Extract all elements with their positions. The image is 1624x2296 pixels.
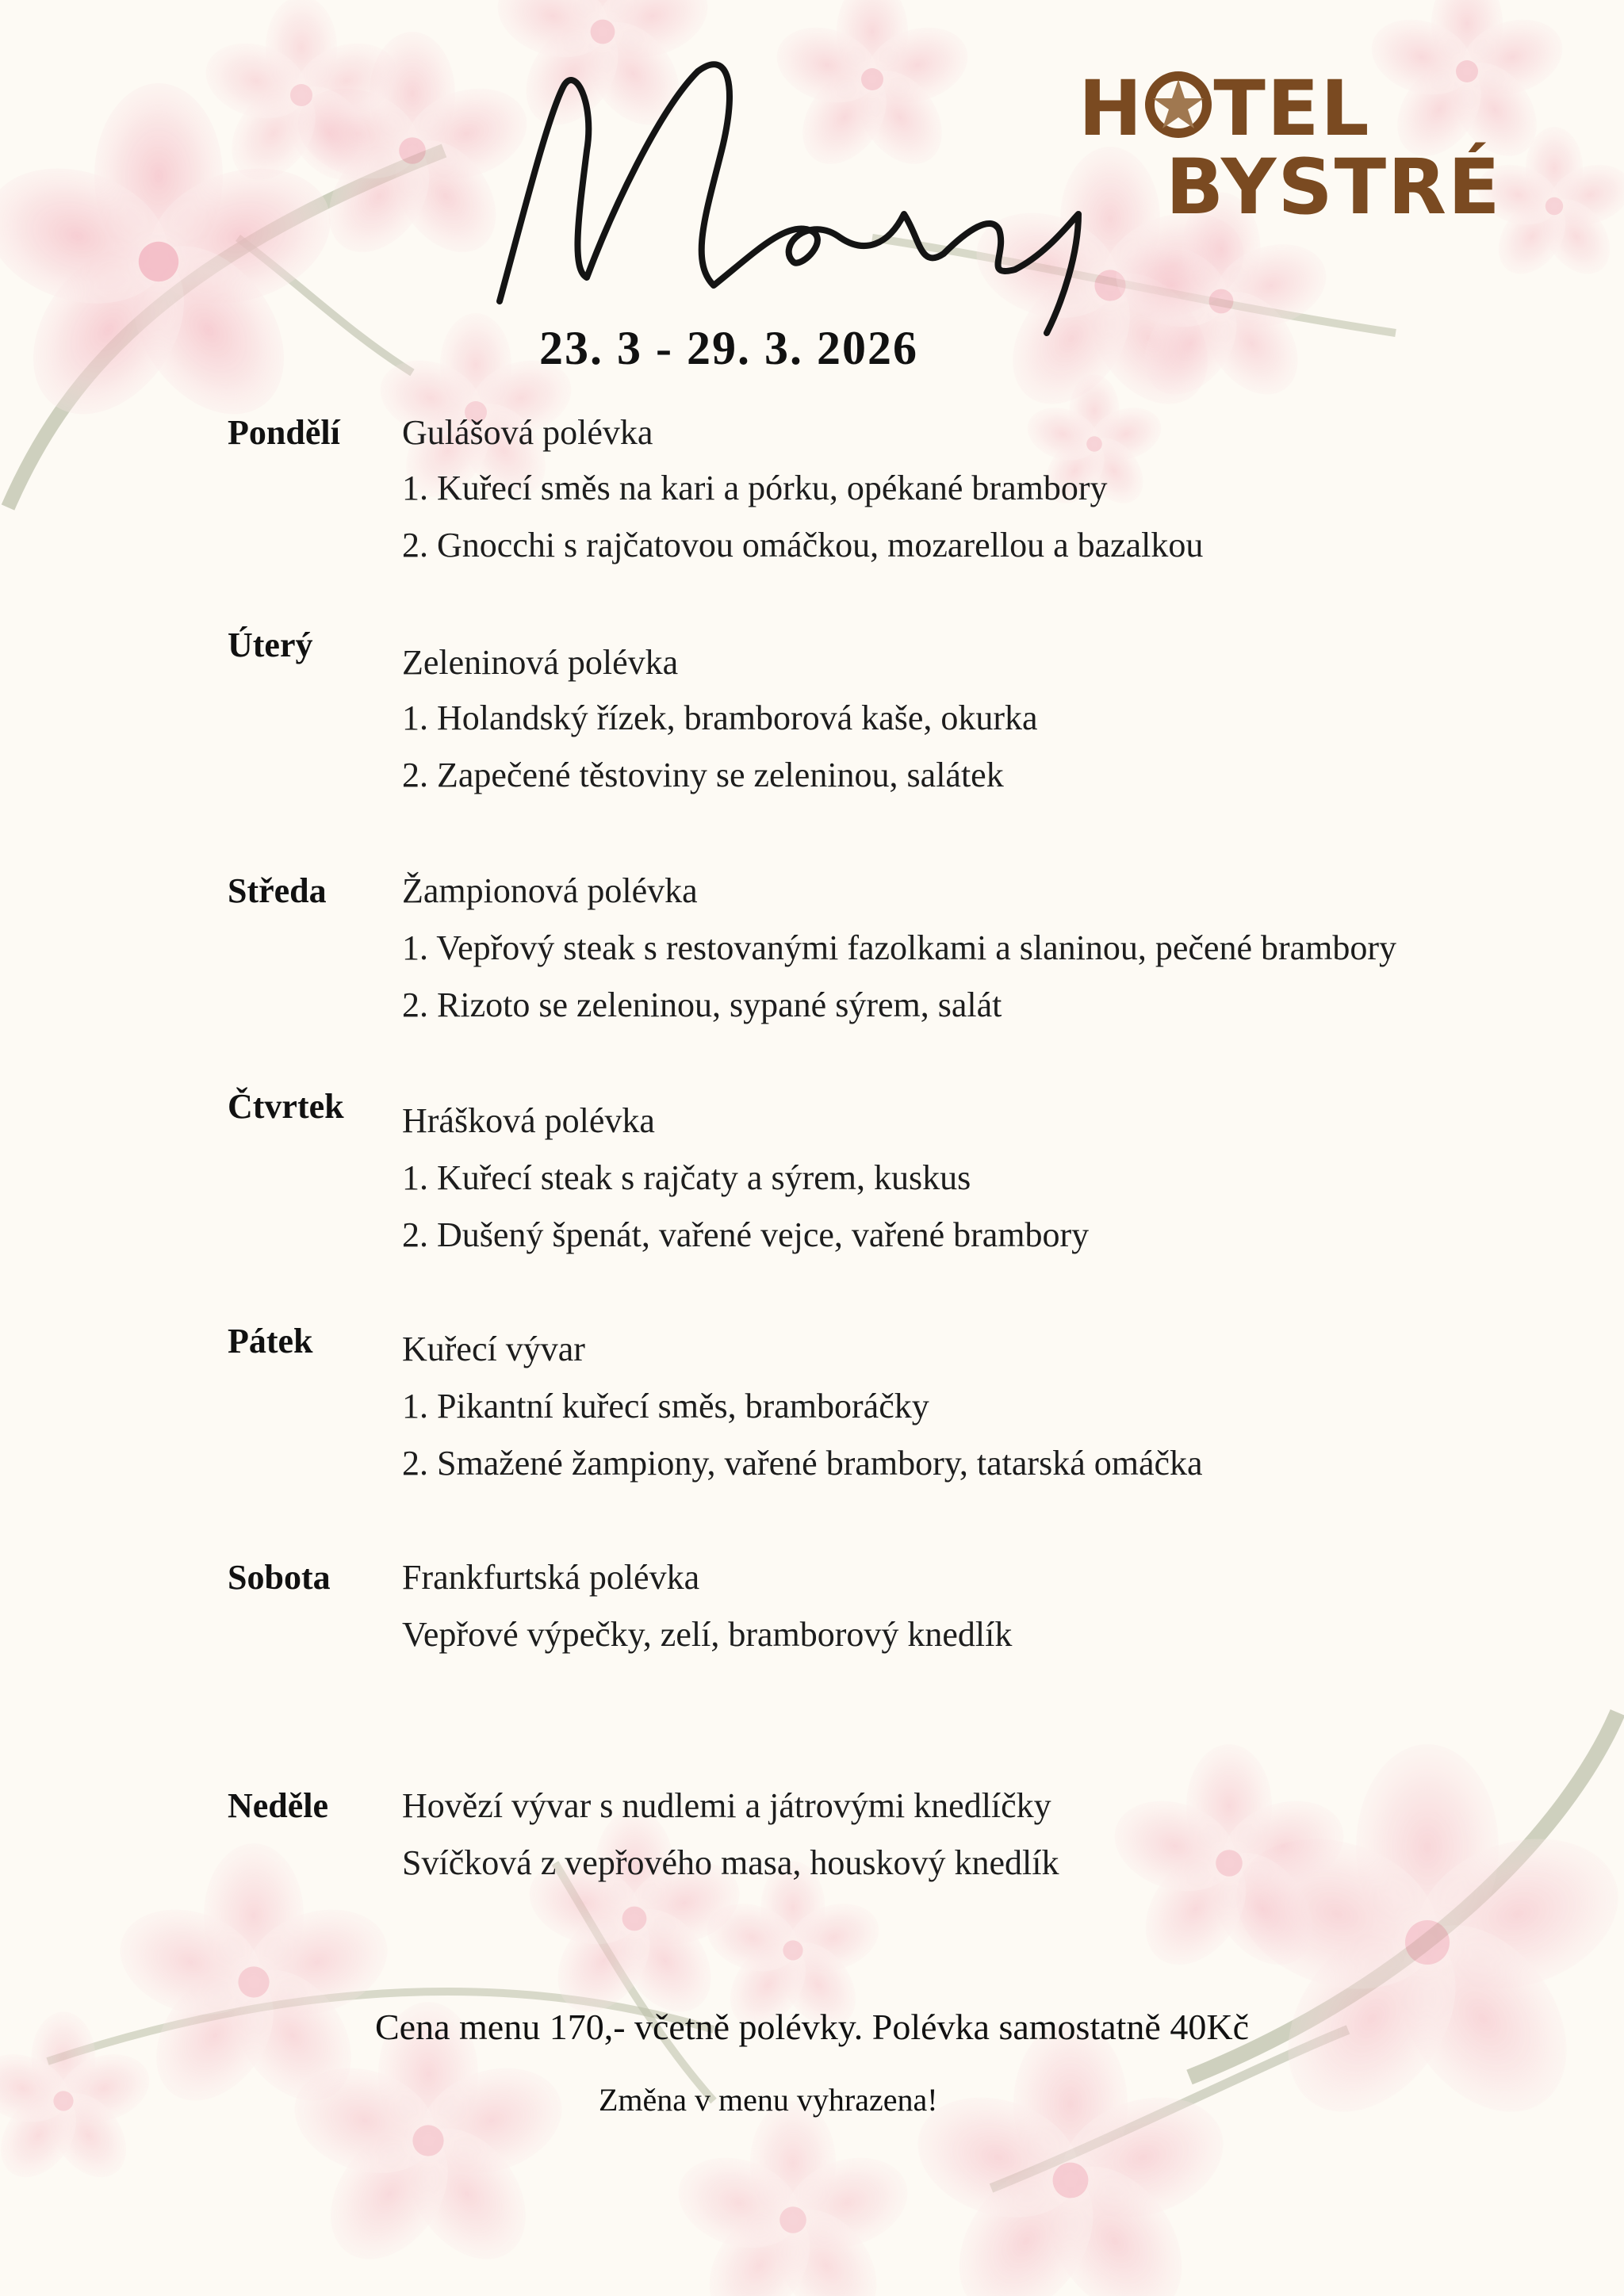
day-label: Středa [228,871,327,910]
dish-item: 1. Kuřecí steak s rajčaty a sýrem, kuskus [402,1158,971,1197]
date-range: 23. 3 - 29. 3. 2026 [539,322,918,374]
hotel-logo [1071,64,1515,232]
dish-item: 2. Gnocchi s rajčatovou omáčkou, mozarellou a bazalkou [402,526,1204,564]
dish-item: 1. Pikantní kuřecí směs, bramboráčky [402,1387,929,1425]
star-logo-icon [1143,70,1213,140]
day-label: Pátek [228,1322,313,1360]
dish-item: 1. Vepřový steak s restovanými fazolkami a slaninou, pečené brambory [402,928,1397,967]
dish-item: 2. Zapečené těstoviny se zeleninou, salátek [402,756,1004,794]
day-label: Pondělí [228,413,340,452]
dish-item: 2. Dušený špenát, vařené vejce, vařené brambory [402,1215,1090,1254]
menu-price-info: Cena menu 170,- včetně polévky. Polévka samostatně 40Kč [374,2007,1249,2047]
menu-change-note: Změna v menu vyhrazena! [599,2082,938,2118]
soup-item: Žampionová polévka [402,871,698,910]
soup-item: Gulášová polévka [402,413,653,452]
logo-line-hotel: H TEL [1078,64,1371,153]
logo-line-bystre: BYSTRÉ [1166,143,1502,232]
day-label: Sobota [228,1558,331,1597]
soup-item: Kuřecí vývar [402,1330,585,1368]
dish-item: Frankfurtská polévka [402,1558,700,1597]
dish-item: Vepřové výpečky, zelí, bramborový knedlík [402,1615,1013,1654]
dish-item: 1. Holandský řízek, bramborová kaše, okurka [402,698,1038,737]
dish-item: Hovězí vývar s nudlemi a játrovými knedlíčky [402,1786,1051,1825]
day-label: Neděle [228,1786,329,1825]
soup-item: Zeleninová polévka [402,643,679,682]
dish-item: 2. Rizoto se zeleninou, sypané sýrem, salát [402,985,1002,1024]
day-label: Čtvrtek [228,1087,344,1126]
day-label: Úterý [228,626,313,664]
soup-item: Hrášková polévka [402,1101,655,1140]
dish-item: 2. Smažené žampiony, vařené brambory, tatarská omáčka [402,1444,1203,1483]
dish-item: Svíčková z vepřového masa, houskový knedlík [402,1843,1059,1882]
dish-item: 1. Kuřecí směs na kari a pórku, opékané brambory [402,469,1108,507]
